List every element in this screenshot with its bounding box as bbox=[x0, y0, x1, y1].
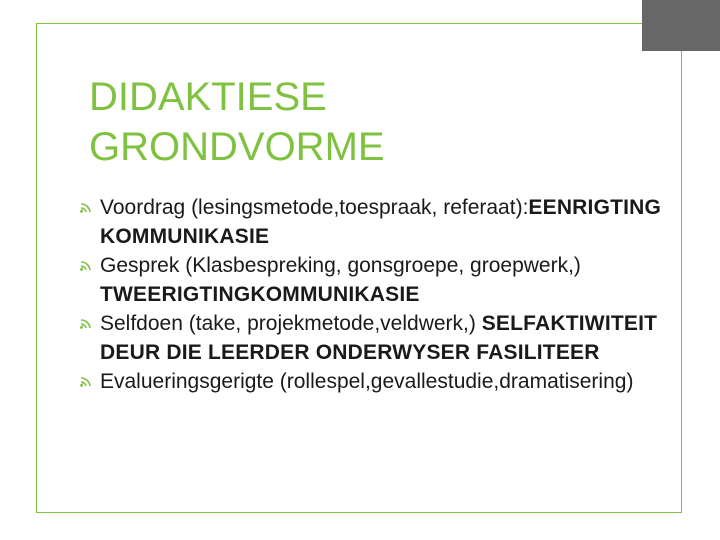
bullet-text: Selfdoen (take, projekmetode,veldwerk,) bbox=[100, 312, 482, 335]
bullet-text: Evalueringsgerigte (rollespel,gevallestudie,dramatisering) bbox=[100, 370, 634, 393]
list-item bbox=[79, 251, 679, 309]
bullet-emphasis: TWEERIGTINGKOMMUNIKASIE bbox=[100, 283, 420, 306]
slide-title bbox=[89, 72, 649, 172]
title-line-2: GRONDVORME bbox=[89, 125, 385, 169]
title-line-1: DIDAKTIESE bbox=[89, 75, 327, 119]
list-item bbox=[79, 367, 679, 396]
wifi-signal-icon bbox=[79, 375, 97, 387]
bullet-text: Voordrag (lesingsmetode,toespraak, referaat): bbox=[100, 196, 529, 219]
wifi-signal-icon bbox=[79, 259, 97, 271]
list-item bbox=[79, 309, 679, 367]
wifi-signal-icon bbox=[79, 317, 97, 329]
bullet-emphasis: EENRIGTING KOMMUNIKASIE bbox=[100, 196, 662, 248]
bullet-text: Gesprek (Klasbespreking, gonsgroepe, groepwerk,) bbox=[100, 254, 581, 277]
wifi-signal-icon bbox=[79, 201, 97, 213]
bullet-emphasis: SELFAKTIWITEIT DEUR DIE LEERDER ONDERWYSER FASILITEER bbox=[100, 312, 658, 364]
corner-decoration bbox=[642, 0, 720, 51]
bullet-list bbox=[79, 193, 679, 396]
list-item bbox=[79, 193, 679, 251]
